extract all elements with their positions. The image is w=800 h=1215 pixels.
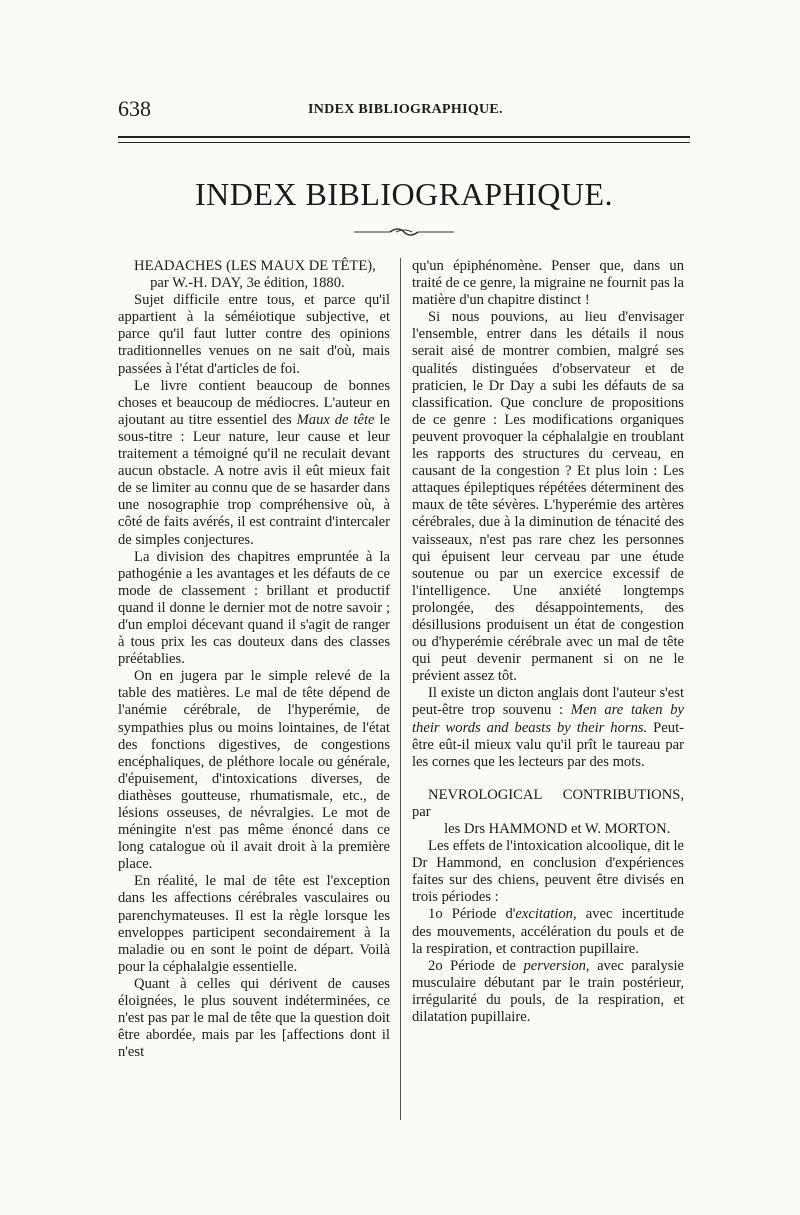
page-title: INDEX BIBLIOGRAPHIQUE.: [194, 176, 614, 212]
paragraph: [412, 685, 684, 770]
running-title: INDEX BIBLIOGRAPHIQUE.: [308, 102, 503, 117]
paragraph: Si nous pouvions, au lieu d'envisager l'ensemble, entrer dans les détails il nous serait aisé de montrer combien, malgré ses qualités distinguées d'observateur et de praticien, le Dr Day a subi les défauts de sa classification. Que conclure de propositions de ce genre : Les modifications organiques peuvent provoquer la céphalalgie en troublant les rapports des structures du cerveau, en causant de la congestion ? Et plus loin : Les attaques épileptiques répétées déterminent des maux de tête sévères. L'hyperémie des artères cérébrales, due à la diminution de ténacité des vaisseaux, n'est pas rare chez les personnes qui épuisent leur cerveau par une étude soutenue ou par un exercice excessif de l'intelligence. Une anxiété longtemps prolongée, des désappointements, des désillusions produisent un état de congestion ou d'hyperémie cérébrale avec un mal de tête qui peut devenir permanent si on ne le prévient assez tôt.: [412, 309, 684, 685]
paragraph-text: , avec incertitude des mouvements, accélération du pouls et de la respiration, et contraction pupillaire.: [412, 906, 684, 957]
italic-term: perversion: [523, 957, 586, 974]
paragraph-text: , avec paralysie musculaire débutant par le train postérieur, irrégularité du pouls, de la respiration, et dilatation pupillaire.: [412, 957, 684, 1026]
page-number: 638: [118, 96, 151, 121]
italic-term: excitation: [515, 906, 573, 923]
entry-author: les Drs HAMMOND et W. MORTON.: [444, 821, 671, 837]
header-rule: [118, 136, 690, 143]
paragraph-text: 2o Période de: [428, 957, 524, 974]
paragraph: [118, 378, 390, 549]
english-quote: Men are taken by their words and beasts by their horns.: [412, 702, 685, 736]
paragraph-text: Peut-être eût-il mieux valu qu'il prît le taureau par les cornes que les lecteurs par des mots.: [412, 719, 684, 770]
entry-author: par W.-H. DAY, 3e édition, 1880.: [150, 275, 345, 292]
paragraph-text: Le livre contient beaucoup de bonnes choses et beaucoup de médiocres. L'auteur en ajoutant au titre essentiel des: [118, 377, 390, 428]
paragraph: On en jugera par le simple relevé de la table des matières. Le mal de tête dépend de l'anémie cérébrale, de l'hyperémie, de sympathies plus ou moins lointaines, de l'état des fonctions digestives, de congestions encéphaliques, de pléthore locale ou générale, d'épuisement, d'intoxications diverses, de diathèses goutteuse, rhumatismale, etc., de lésions osseuses, de névralgies. Le mot de méningite n'est pas même énoncé dans ce long catalogue où il avait droit à la première place.: [118, 668, 390, 873]
paragraph-text: 1o Période d': [428, 906, 516, 923]
running-head: [118, 96, 688, 122]
paragraph: En réalité, le mal de tête est l'exception dans les affections cérébrales vasculaires ou parenchymateuses. Il est la règle lorsque les enveloppes participent secondairement à la maladie ou en sont le point de départ. Voilà pour la céphalalgie essentielle.: [118, 873, 390, 975]
paragraph: qu'un épiphénomène. Penser que, dans un traité de ce genre, la migraine ne fournit pas la matière d'un chapitre distinct !: [412, 258, 684, 309]
paragraph-text: Il existe un dicton anglais dont l'auteur s'est peut-être trop souvenu :: [412, 685, 684, 719]
paragraph: Les effets de l'intoxication alcoolique, dit le Dr Hammond, en conclusion d'expériences faites sur des chiens, peuvent être divisés en trois périodes :: [412, 838, 684, 906]
entry-title: NEVROLOGICAL CONTRIBUTIONS, par: [412, 786, 684, 820]
ornament-divider: [354, 226, 454, 238]
paragraph: Sujet difficile entre tous, et parce qu'il appartient à la séméiotique subjective, et parce qu'il faut lutter contre des opinions traditionnelles venues on ne sait d'où, mais passées à l'état d'articles de foi.: [118, 292, 390, 377]
paragraph: [412, 958, 684, 1026]
right-column: [412, 258, 684, 1128]
paragraph: [412, 906, 684, 957]
italic-title: Maux de tête: [296, 411, 375, 428]
left-column: [118, 258, 390, 1128]
column-divider: [400, 258, 401, 1120]
spacer: [412, 771, 684, 787]
entry-title: HEADACHES (LES MAUX DE TÊTE),: [134, 258, 376, 274]
paragraph-text: le sous-titre : Leur nature, leur cause et leur traitement a témoigné qu'il ne reculait devant aucun obstacle. A notre avis il eût mieux fait de se limiter au connu que de se hasarder dans une nosographie trop compréhensive où, à côté de faits avérés, il est contraint d'intercaler de simples conjectures.: [118, 411, 390, 548]
paragraph: La division des chapitres empruntée à la pathogénie a les avantages et les défauts de ce mode de classement : brillant et productif quand il donne le dernier mot de notre savoir ; d'un emploi décevant quand il s'agit de ranger à tous prix les cas douteux dans des classes préétablies.: [118, 548, 390, 668]
paragraph: Quant à celles qui dérivent de causes éloignées, le plus souvent indéterminées, ce n'est pas par le mal de tête que la question doit être abordée, mais par les [affections dont il n'est: [118, 975, 390, 1061]
